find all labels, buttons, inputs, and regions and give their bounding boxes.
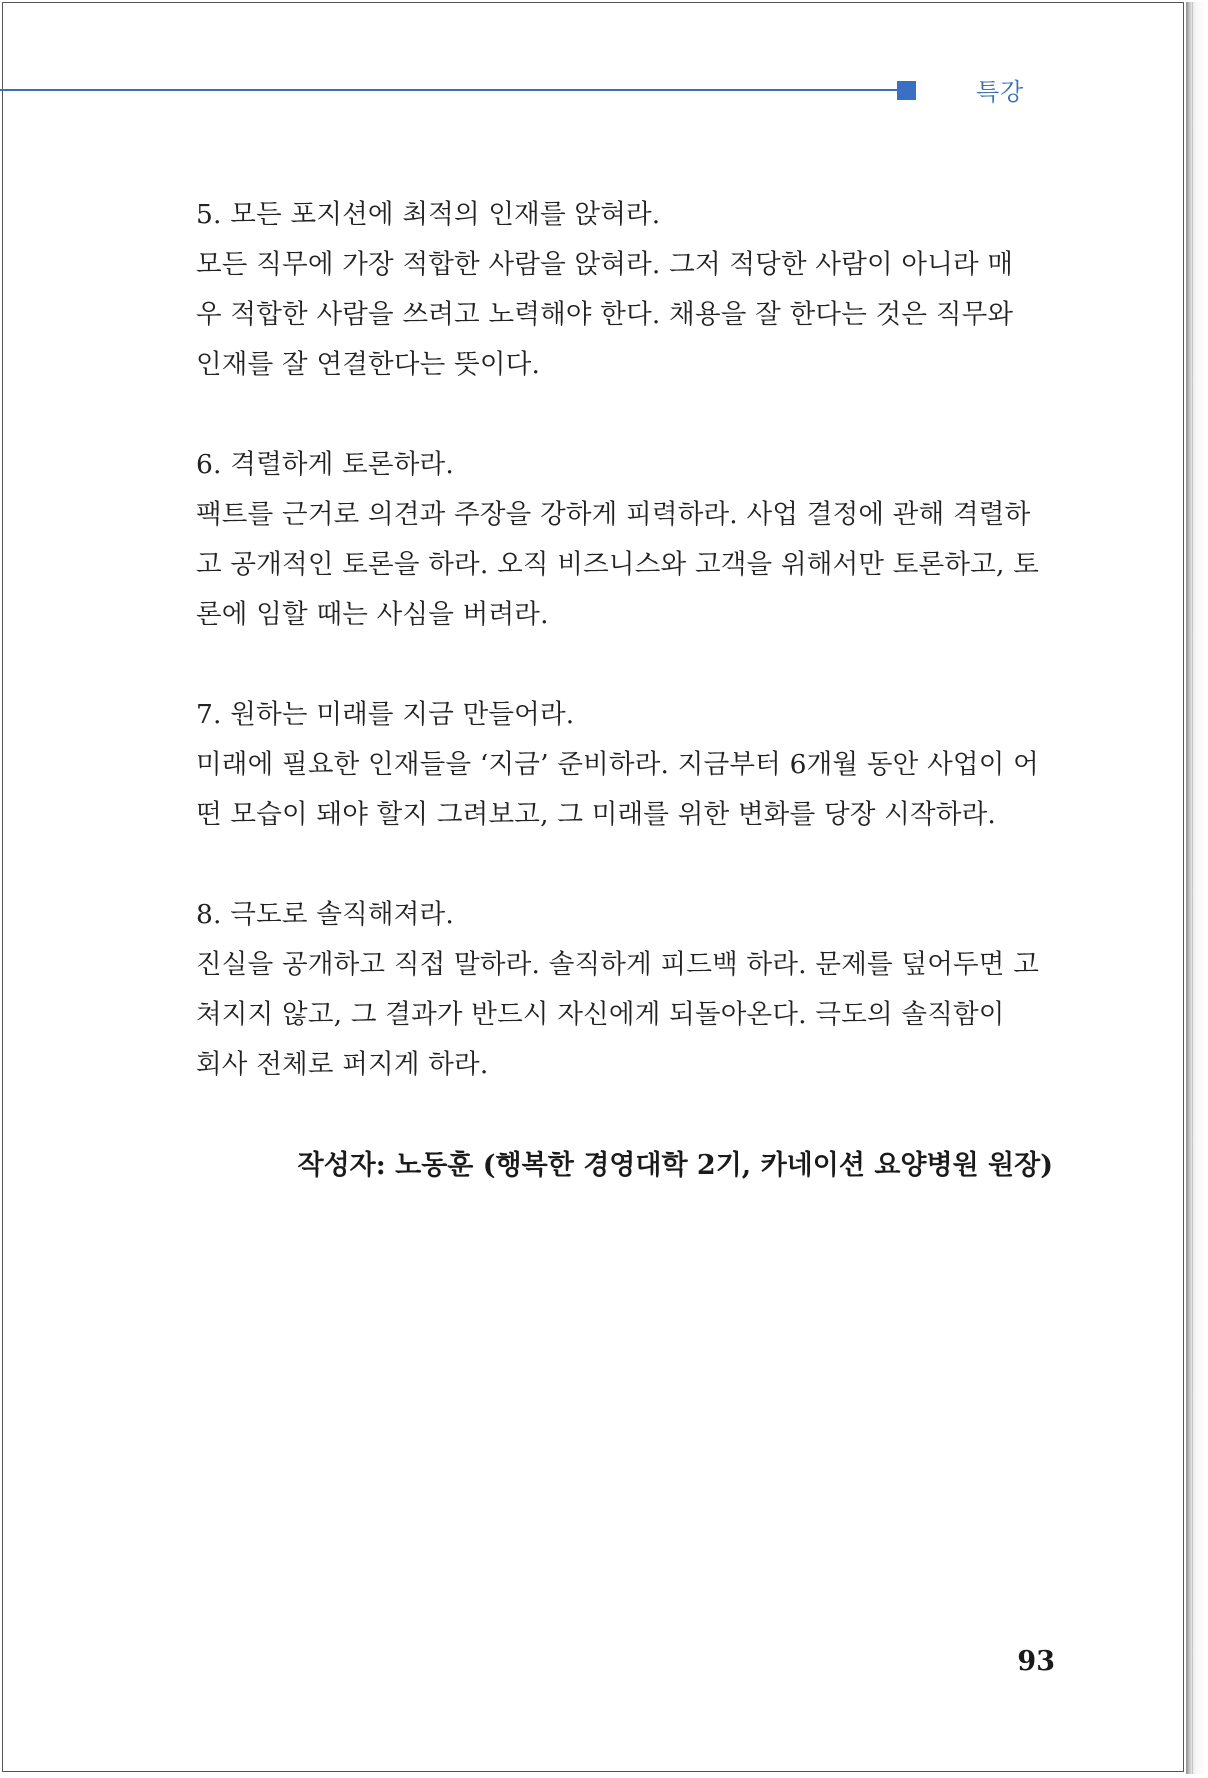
body-line: 모든 직무에 가장 적합한 사람을 앉혀라. 그저 적당한 사람이 아니라 매 xyxy=(196,249,1014,280)
header-square-marker xyxy=(897,81,916,100)
body-line: 떤 모습이 돼야 할지 그려보고, 그 미래를 위한 변화를 당장 시작하라. xyxy=(196,799,997,830)
body-line: 쳐지지 않고, 그 결과가 반드시 자신에게 되돌아온다. 극도의 솔직함이 xyxy=(196,999,1005,1030)
section-heading: 5. 모든 포지션에 최적의 인재를 앉혀라. xyxy=(196,199,661,230)
body-line: 팩트를 근거로 의견과 주장을 강하게 피력하라. 사업 결정에 관해 격렬하 xyxy=(196,499,1031,530)
body-line: 인재를 잘 연결한다는 뜻이다. xyxy=(196,349,541,380)
body-line: 고 공개적인 토론을 하라. 오직 비즈니스와 고객을 위해서만 토론하고, 토 xyxy=(196,549,1040,580)
body-line: 우 적합한 사람을 쓰려고 노력해야 한다. 채용을 잘 한다는 것은 직무와 xyxy=(196,299,1014,330)
page-number: 93 xyxy=(1017,1646,1055,1677)
page-edge-shadow xyxy=(1186,2,1206,1774)
section-heading: 7. 원하는 미래를 지금 만들어라. xyxy=(196,699,575,730)
section-heading: 6. 격렬하게 토론하라. xyxy=(196,449,454,480)
section-6 xyxy=(196,440,1066,640)
section-5 xyxy=(196,190,1066,390)
running-header-title: 특강 xyxy=(976,78,1025,106)
body-line: 진실을 공개하고 직접 말하라. 솔직하게 피드백 하라. 문제를 덮어두면 고 xyxy=(196,949,1040,980)
body-line: 론에 임할 때는 사심을 버려라. xyxy=(196,599,549,630)
author-credit: 작성자: 노동훈 (행복한 경영대학 2기, 카네이션 요양병원 원장) xyxy=(297,1150,1053,1181)
page-edge-line xyxy=(1186,2,1187,1774)
page-body xyxy=(196,190,1066,1140)
section-8 xyxy=(196,890,1066,1090)
body-line: 미래에 필요한 인재들을 ‘지금’ 준비하라. 지금부터 6개월 동안 사업이 어 xyxy=(196,749,1039,780)
section-heading: 8. 극도로 솔직해져라. xyxy=(196,899,454,930)
header-rule xyxy=(0,89,898,91)
body-line: 회사 전체로 퍼지게 하라. xyxy=(196,1049,489,1080)
section-7 xyxy=(196,690,1066,840)
page-edge-line xyxy=(1192,2,1193,1774)
